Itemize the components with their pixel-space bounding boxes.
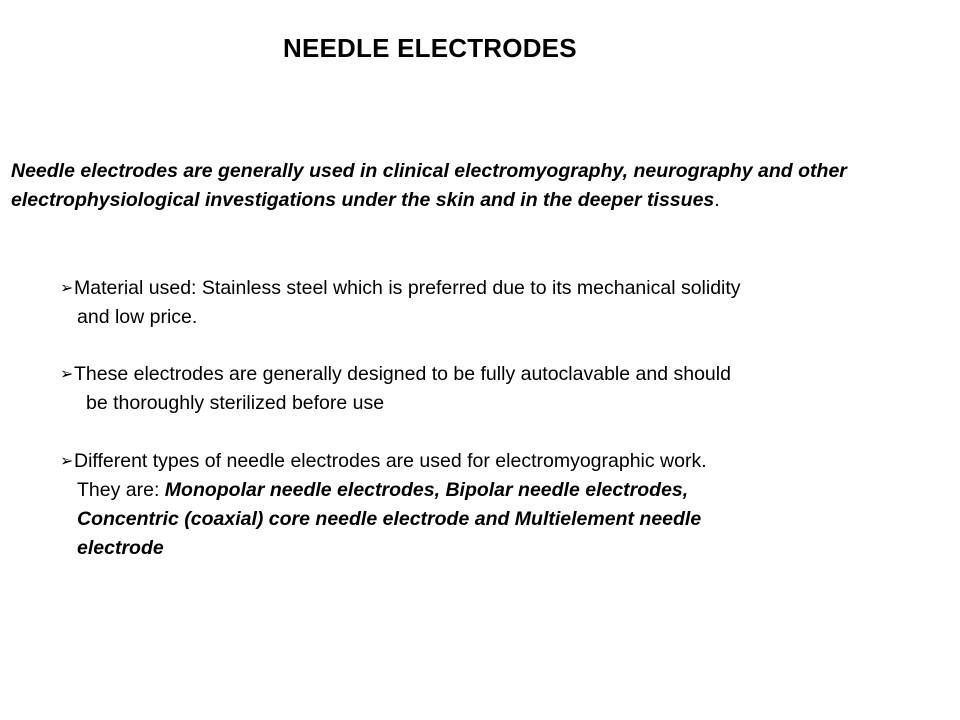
bullet-text: These electrodes are generally designed to be fully autoclavable and should: [74, 363, 731, 385]
bullet-line: [60, 447, 940, 476]
bullet-line: [60, 274, 940, 303]
bullet-material: [60, 274, 940, 332]
bullet-continuation: [60, 476, 940, 505]
bullet-types: [60, 447, 940, 563]
bullet-prefix: They are:: [77, 479, 165, 501]
bullet-autoclavable: [60, 360, 940, 418]
bullet-line: [60, 360, 940, 389]
arrow-bullet-icon: ➢: [60, 453, 74, 470]
bullet-continuation: Concentric (coaxial) core needle electrode and Multielement needle: [77, 508, 702, 530]
slide-title: NEEDLE ELECTRODES: [283, 33, 577, 63]
electrode-types-emphasis: Monopolar needle electrodes, Bipolar needle electrodes,: [164, 479, 689, 501]
bullet-text: Material used: Stainless steel which is preferred due to its mechanical solidity: [74, 277, 741, 299]
bullet-continuation: be thoroughly sterilized before use: [86, 392, 385, 414]
intro-text: Needle electrodes are generally used in clinical electromyography, neurography and other electrophysiological investigations under the skin and in the deeper tissues: [11, 160, 847, 211]
intro-paragraph: [11, 157, 941, 215]
bullet-text: Different types of needle electrodes are used for electromyographic work.: [74, 450, 707, 472]
arrow-bullet-icon: ➢: [60, 280, 74, 297]
bullet-continuation: and low price.: [77, 306, 198, 328]
bullet-continuation: electrode: [77, 537, 164, 559]
intro-period: .: [714, 189, 720, 211]
arrow-bullet-icon: ➢: [60, 366, 74, 383]
